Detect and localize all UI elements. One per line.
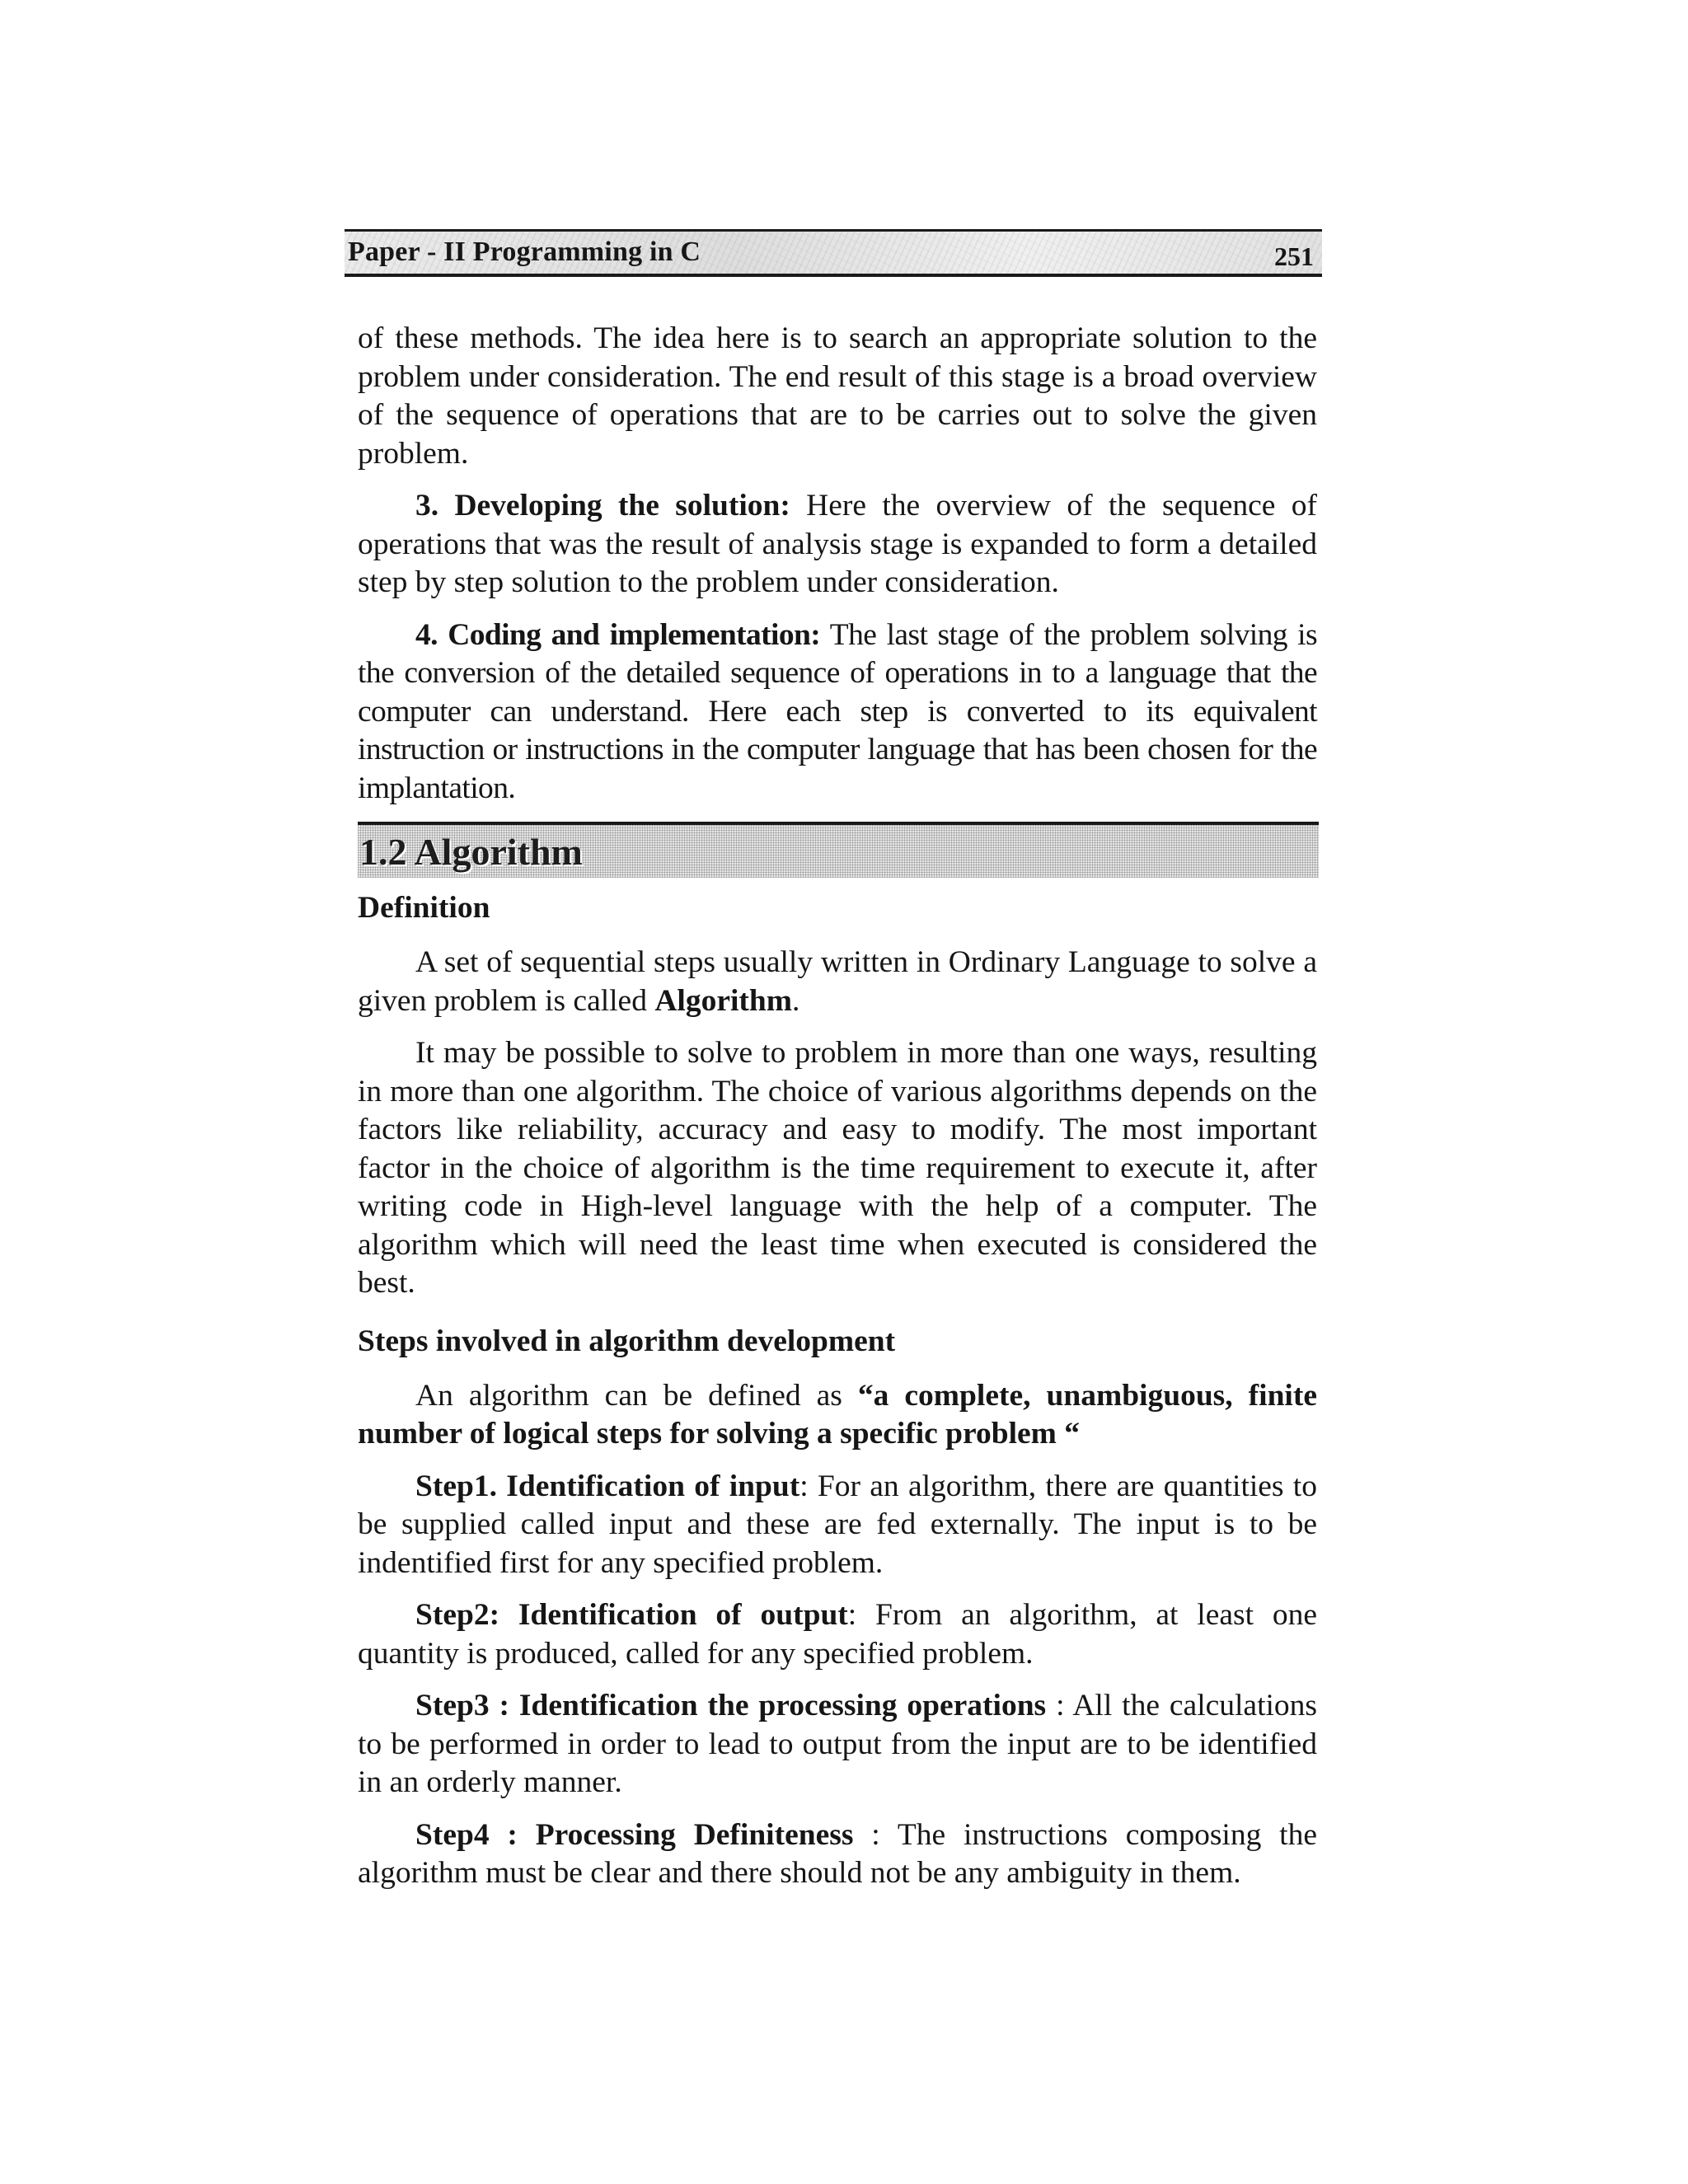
stage-3-lead: 3. Developing the solution: bbox=[415, 489, 790, 523]
stage-4-paragraph bbox=[358, 616, 1317, 808]
step-4-text: : The instructions composing the algorithm must be clear and there should not be any ambiguity in them. bbox=[358, 1817, 1317, 1890]
step-4-paragraph bbox=[358, 1816, 1317, 1893]
definition-heading: Definition bbox=[358, 891, 490, 925]
algorithm-definition-paragraph bbox=[358, 1377, 1317, 1454]
step-3-text: : All the calculations to be performed in order to lead to output from the input are to be identified in an orderly manner. bbox=[358, 1689, 1317, 1799]
section-heading-band bbox=[358, 822, 1319, 878]
step-4-lead: Step4 : Processing Definiteness bbox=[415, 1817, 854, 1852]
algorithm-definition-quote: “a complete, unambiguous, finite number of logical steps for solving a specific problem “ bbox=[358, 1378, 1317, 1451]
stage-4-lead: 4. Coding and implementation: bbox=[415, 617, 821, 652]
page-content bbox=[358, 320, 1317, 1907]
section-title: 1.2 Algorithm bbox=[359, 831, 583, 873]
definition-paragraph bbox=[358, 944, 1317, 1020]
page-number: 251 bbox=[1274, 241, 1314, 271]
definition-text: A set of sequential steps usually written in Ordinary Language to solve a given problem is called bbox=[358, 945, 1317, 1018]
intro-paragraph: of these methods. The idea here is to search an appropriate solution to the problem under consideration. The end result of this stage is a broad overview of the sequence of operations that are to be carries out to solve the given problem. bbox=[358, 321, 1317, 471]
step-1-text: : For an algorithm, there are quantities to be supplied called input and these are fed externally. The input is to be indentified first for any specified problem. bbox=[358, 1469, 1317, 1580]
header-title: Paper - II Programming in C bbox=[348, 237, 701, 267]
step-2-paragraph bbox=[358, 1596, 1317, 1673]
running-header bbox=[345, 229, 1322, 277]
algorithm-definition-text: An algorithm can be defined as bbox=[415, 1378, 858, 1413]
step-1-paragraph bbox=[358, 1468, 1317, 1583]
step-2-lead: Step2: Identification of output bbox=[415, 1598, 848, 1632]
algorithm-choice-paragraph: It may be possible to solve to problem in more than one ways, resulting in more than one algorithm. The choice of various algorithms depends on the factors like reliability, accuracy and easy to modify. The most important factor in the choice of algorithm is the time requirement to execute it, after writing code in High-level language with the help of a computer. The algorithm which will need the least time when executed is considered the best. bbox=[358, 1036, 1317, 1300]
step-2-text: : From an algorithm, at least one quantity is produced, called for any specified problem. bbox=[358, 1598, 1318, 1671]
stage-3-text: Here the overview of the sequence of operations that was the result of analysis stage is expanded to form a detailed step by step solution to the problem under consideration. bbox=[358, 489, 1317, 599]
step-1-lead: Step1. Identification of input bbox=[415, 1469, 800, 1503]
steps-heading: Steps involved in algorithm development bbox=[358, 1324, 896, 1358]
stage-4-text: The last stage of the problem solving is the conversion of the detailed sequence of operations in to a language that the computer can understand. Here each step is converted to its equivalent instruction or instructions in the computer language that has been chosen for the implantation. bbox=[358, 617, 1317, 805]
stage-3-paragraph bbox=[358, 487, 1317, 602]
step-3-lead: Step3 : Identification the processing operations bbox=[415, 1689, 1047, 1722]
step-3-paragraph bbox=[358, 1687, 1317, 1802]
definition-term: Algorithm bbox=[654, 983, 792, 1018]
definition-end: . bbox=[791, 983, 800, 1018]
